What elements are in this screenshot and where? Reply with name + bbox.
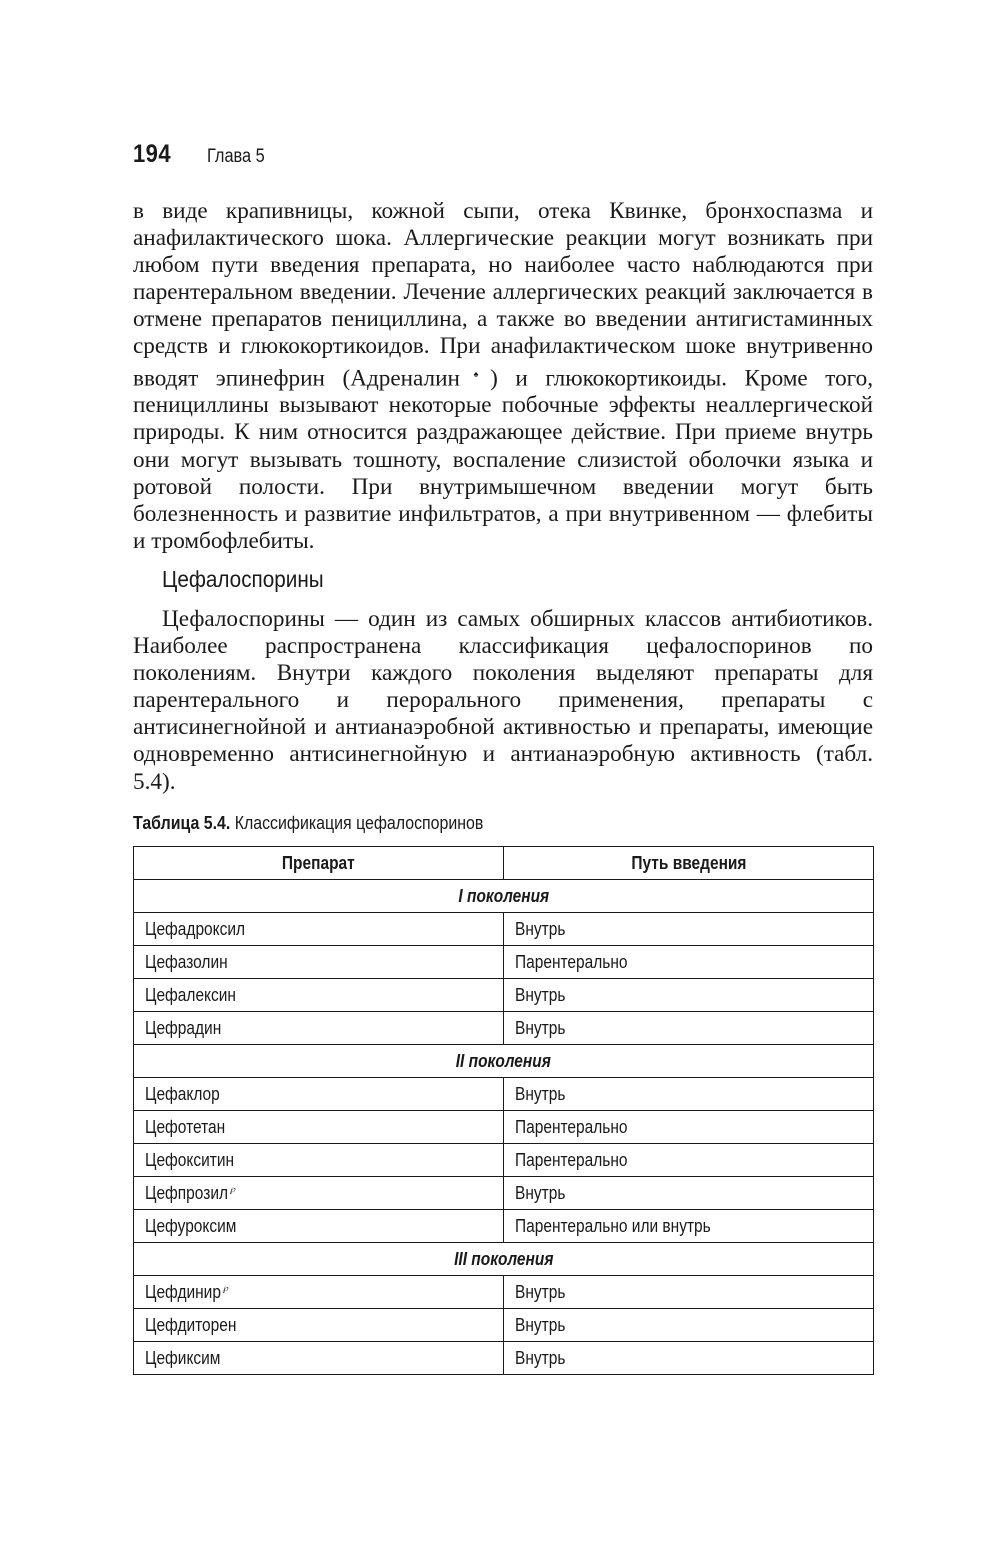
drug-cell: Цефуроксим — [134, 1210, 504, 1243]
drug-cell: Цефазолин — [134, 946, 504, 979]
route-cell: Парентерально или внутрь — [504, 1210, 874, 1243]
route-cell: Внутрь — [504, 979, 874, 1012]
drug-cell: Цефпрозил ℘ — [134, 1177, 504, 1210]
group-row — [134, 880, 874, 913]
unregistered-mark-icon: ℘ — [229, 1183, 236, 1194]
route-cell: Внутрь — [504, 1309, 874, 1342]
group-row — [134, 1243, 874, 1276]
table-row — [134, 1177, 874, 1210]
generation-cell: II поколения — [134, 1045, 874, 1078]
body-paragraph-cephalosporins: Цефалоспорины — один из самых обширных классов антибиотиков. Наиболее распространена классификация цефалоспоринов по поколениям. Внутри каждого поколения выделяют препараты для парентерального и перорального применения, препараты с антисинегнойной и антианаэробной активностью и препараты, имеющие одновременно антисинегнойную и антианаэробную активность (табл. 5.4). — [133, 606, 873, 795]
drug-cell: Цефдиторен — [134, 1309, 504, 1342]
unregistered-mark-icon: ℘ — [222, 1282, 229, 1293]
section-heading: Цефалоспорины — [162, 566, 324, 592]
table-row — [134, 913, 874, 946]
drug-cell: Цефотетан — [134, 1111, 504, 1144]
route-cell: Внутрь — [504, 913, 874, 946]
generation-cell: I поколения — [134, 880, 874, 913]
table-row — [134, 946, 874, 979]
table-row — [134, 1342, 874, 1375]
trademark-mark: ♠ — [461, 368, 491, 379]
table-row — [134, 1078, 874, 1111]
drug-cell: Цефиксим — [134, 1342, 504, 1375]
drug-cell: Цефрадин — [134, 1012, 504, 1045]
generation-cell: III поколения — [134, 1243, 874, 1276]
route-cell: Парентерально — [504, 946, 874, 979]
route-cell: Парентерально — [504, 1144, 874, 1177]
table-caption-label: Таблица 5.4. — [133, 812, 231, 833]
table-row — [134, 1144, 874, 1177]
table-row — [134, 1210, 874, 1243]
route-cell: Внутрь — [504, 1012, 874, 1045]
header-cell-route: Путь введения — [504, 847, 874, 880]
drug-cell: Цефалексин — [134, 979, 504, 1012]
paragraph-text-1a: в виде крапивницы, кожной сыпи, отека Квинке, бронхоспазма и анафилактического шока. Аллергические реакции могут возникать при любом пути введения препарата, но наиболее часто наблюдаются при парентеральном введении. Лечение аллергических реакций заключается в отмене препаратов пенициллина, а также во введении антигистаминных средств и глюкокортикоидов. При анафилактическом шоке внутривенно вводят эпинефрин (Адреналин — [133, 198, 873, 392]
group-row — [134, 1045, 874, 1078]
route-cell: Внутрь — [504, 1177, 874, 1210]
cephalosporin-table — [133, 846, 874, 1375]
table-row — [134, 1012, 874, 1045]
table-caption — [133, 812, 483, 834]
chapter-label: Глава 5 — [207, 146, 265, 167]
page-number: 194 — [133, 140, 172, 168]
route-cell: Внутрь — [504, 1078, 874, 1111]
table-caption-text: Классификация цефалоспоринов — [230, 812, 484, 833]
route-cell: Внутрь — [504, 1276, 874, 1309]
header-cell-drug: Препарат — [134, 847, 504, 880]
route-cell: Внутрь — [504, 1342, 874, 1375]
route-cell: Парентерально — [504, 1111, 874, 1144]
drug-cell: Цефадроксил — [134, 913, 504, 946]
table-row — [134, 1276, 874, 1309]
table-row — [134, 1111, 874, 1144]
drug-cell: Цефокситин — [134, 1144, 504, 1177]
running-head — [133, 140, 274, 170]
body-paragraph-allergy — [133, 198, 873, 555]
table-row — [134, 1309, 874, 1342]
table-row — [134, 979, 874, 1012]
paragraph-text-1b: ) и глюкокортикоиды. Кроме того, пенициллины вызывают некоторые побочные эффекты неаллергической природы. К ним относится раздражающее действие. При приеме внутрь они могут вызывать тошноту, воспаление слизистой оболочки языка и ротовой полости. При внутримышечном введении могут быть болезненность и развитие инфильтратов, а при внутривенном — флебиты и тромбофлебиты. — [133, 365, 873, 554]
drug-cell: Цефаклор — [134, 1078, 504, 1111]
drug-cell: Цефдинир ℘ — [134, 1276, 504, 1309]
table-header-row — [134, 847, 874, 880]
